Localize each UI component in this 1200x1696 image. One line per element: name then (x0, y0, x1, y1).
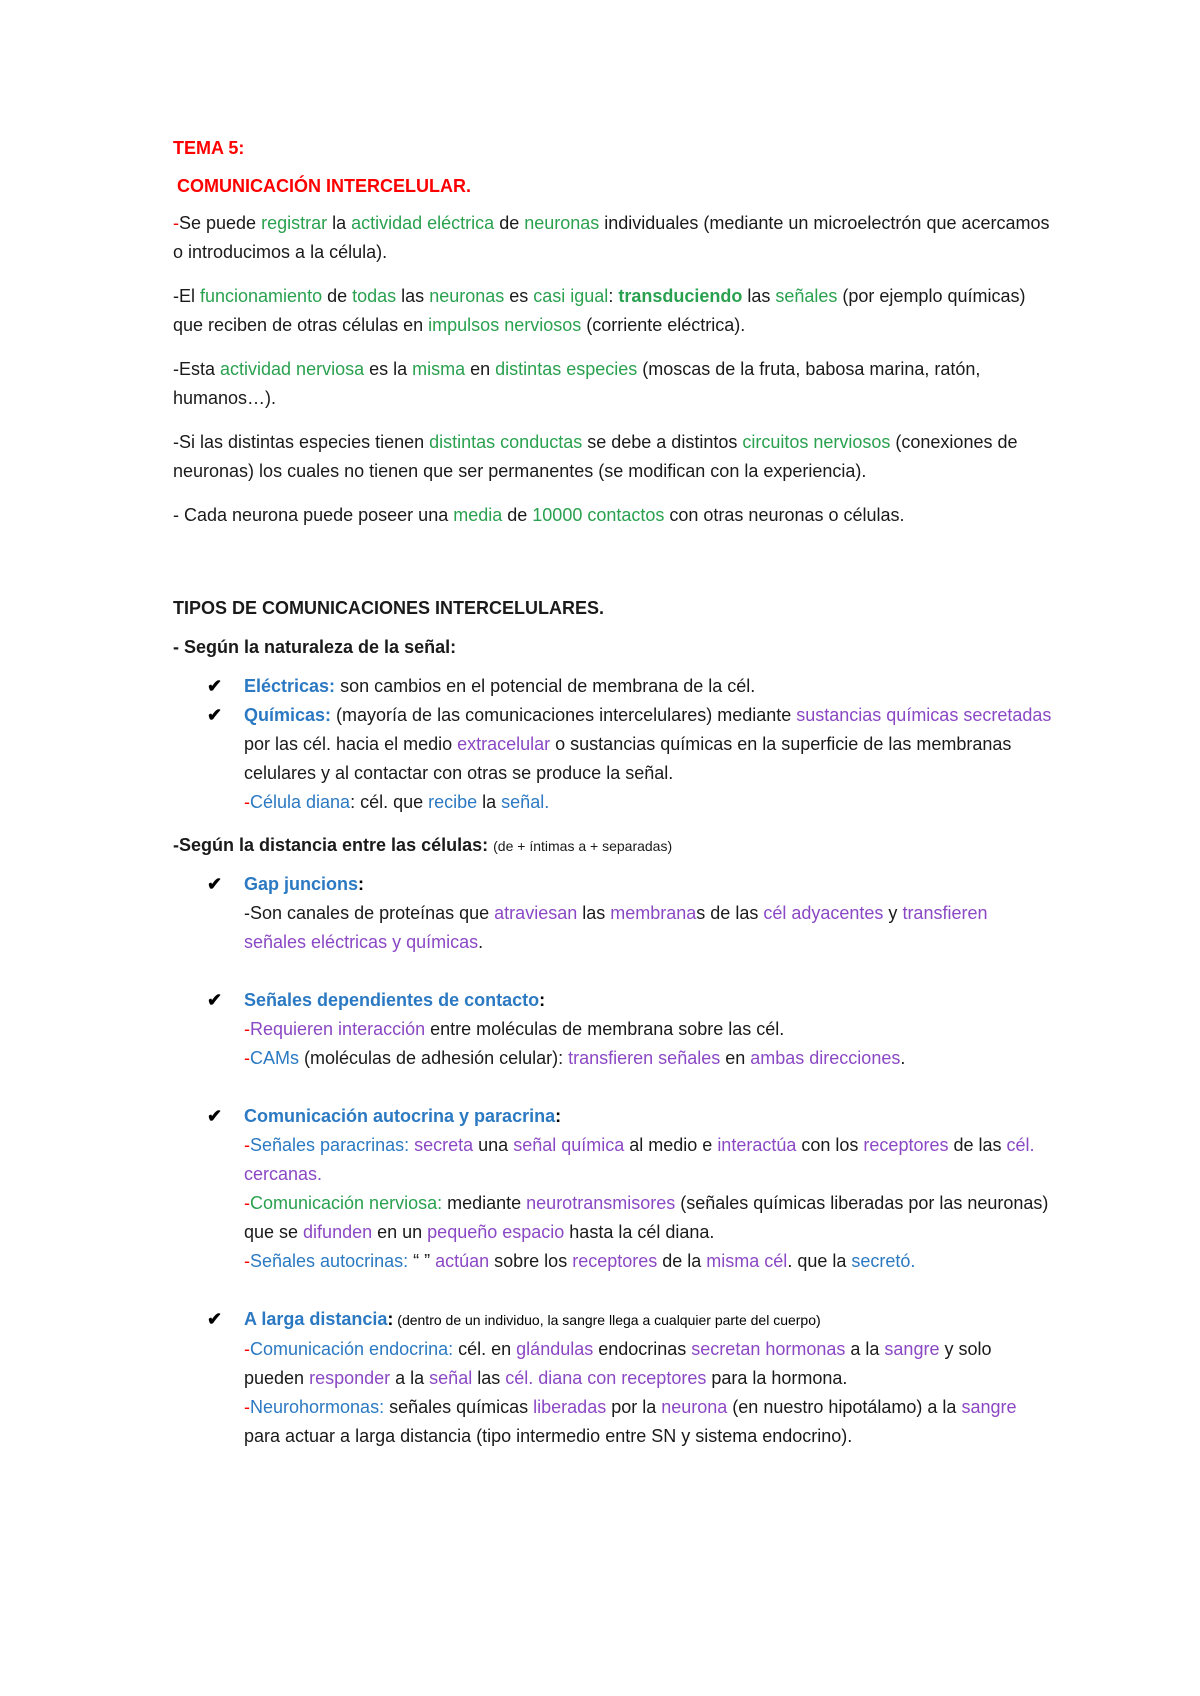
text-run: (por ejemplo químicas) que reciben de otras células en (173, 286, 1026, 335)
text-run: actividad nerviosa (220, 359, 365, 379)
text-run: receptores (572, 1251, 658, 1271)
text-run: neurotransmisores (526, 1193, 676, 1213)
item-line (244, 1044, 1053, 1073)
text-run: Requieren interacción (250, 1019, 426, 1039)
text-run: por la (606, 1397, 662, 1417)
text-run: (en nuestro hipotálamo) a la (727, 1397, 962, 1417)
text-run: distintas conductas (429, 432, 583, 452)
checklist-item (173, 870, 1053, 957)
text-run: secretan hormonas (691, 1339, 846, 1359)
text-run: señal. (501, 792, 550, 812)
criterion-distance (173, 835, 1053, 856)
text-run: Señales autocrinas: (250, 1251, 409, 1271)
text-run: “ ” (408, 1251, 436, 1271)
criterion-distance-label: -Según la distancia entre las células: (173, 835, 489, 855)
item-heading-colon: : (539, 990, 546, 1010)
text-run: interactúa (717, 1135, 797, 1155)
text-run: -Si las distintas especies tienen (173, 432, 430, 452)
text-run: difunden (303, 1222, 373, 1242)
distance-list (173, 870, 1053, 1451)
item-heading: Eléctricas: (244, 676, 336, 696)
item-line (244, 1189, 1053, 1247)
text-run: impulsos nerviosos (428, 315, 582, 335)
text-run: : (608, 286, 619, 306)
text-run: para actuar a larga distancia (tipo intermedio entre SN y sistema endocrino). (244, 1426, 853, 1446)
item-line (244, 1131, 1053, 1189)
item-heading: Señales dependientes de contacto (244, 990, 540, 1010)
text-run: - (244, 1397, 250, 1417)
text-run: Comunicación endocrina: (250, 1339, 454, 1359)
text-run: neuronas (429, 286, 505, 306)
text-run: recibe (428, 792, 478, 812)
text-run: neurona (661, 1397, 728, 1417)
text-run: Señales paracrinas: (250, 1135, 410, 1155)
text-run: : cél. que (350, 792, 429, 812)
item-line (244, 899, 1053, 957)
text-run: cél. en (453, 1339, 517, 1359)
item-line (244, 1015, 1053, 1044)
checklist-item (173, 701, 1053, 817)
text-run: de (322, 286, 353, 306)
text-run: -Esta (173, 359, 221, 379)
text-run: al medio e (624, 1135, 718, 1155)
text-run: (conexiones de neuronas) los cuales no tienen que ser permanentes (se modifican con la experiencia). (173, 432, 1018, 481)
text-run: señal química (513, 1135, 625, 1155)
text-run: (señales químicas liberadas por las neuronas) que se (244, 1193, 1049, 1242)
item-line (244, 1247, 1053, 1276)
text-run: con otras neuronas o células. (664, 505, 905, 525)
text-run: - (244, 1135, 250, 1155)
text-run: en un (372, 1222, 428, 1242)
intro-paragraph (173, 282, 1053, 340)
text-run: misma (412, 359, 466, 379)
item-line (244, 1335, 1053, 1393)
text-run: una (473, 1135, 514, 1155)
text-run: -El (173, 286, 200, 306)
text-run: con los (796, 1135, 864, 1155)
text-run: individuales (mediante un microelectrón que acercamos o introducimos a la célula). (173, 213, 1050, 262)
text-run: actividad eléctrica (351, 213, 495, 233)
text-run: y solo pueden (244, 1339, 992, 1388)
page-title: TEMA 5: (173, 138, 245, 158)
checklist-item (173, 1305, 1053, 1451)
text-run: la (327, 213, 352, 233)
text-run: (corriente eléctrica). (581, 315, 746, 335)
text-run: (moscas de la fruta, babosa marina, ratón, humanos…). (173, 359, 981, 408)
text-run: -Son canales de proteínas que (244, 903, 495, 923)
text-run: a la (845, 1339, 885, 1359)
text-run: misma cél (706, 1251, 788, 1271)
text-run: las (396, 286, 430, 306)
section-title: TIPOS DE COMUNICACIONES INTERCELULARES. (173, 598, 605, 618)
intro-paragraphs (173, 209, 1053, 530)
text-run: cél. diana con receptores (505, 1368, 707, 1388)
intro-paragraph (173, 501, 1053, 530)
text-run: es (504, 286, 534, 306)
text-run: de la (657, 1251, 707, 1271)
text-run: glándulas (516, 1339, 594, 1359)
text-run: (mayoría de las comunicaciones intercelulares) mediante (331, 705, 797, 725)
checkmark-icon: ✔ (207, 874, 223, 894)
intro-paragraph (173, 209, 1053, 267)
text-run: sangre (961, 1397, 1017, 1417)
item-line (244, 1393, 1053, 1451)
item-heading-colon: : (358, 874, 365, 894)
text-run: membrana (610, 903, 697, 923)
intro-paragraph (173, 355, 1053, 413)
text-run: Comunicación nerviosa: (250, 1193, 443, 1213)
text-run: actúan (435, 1251, 490, 1271)
checkmark-icon: ✔ (207, 1309, 223, 1329)
text-run: endocrinas (593, 1339, 692, 1359)
criterion-distance-note: (de + íntimas a + separadas) (493, 838, 673, 854)
text-run: s de las (696, 903, 764, 923)
text-run: cél adyacentes (763, 903, 884, 923)
page-subtitle: COMUNICACIÓN INTERCELULAR. (177, 176, 471, 196)
item-heading-colon: : (387, 1309, 394, 1329)
text-run: atraviesan (494, 903, 578, 923)
text-run: receptores (863, 1135, 949, 1155)
text-run: sobre los (489, 1251, 573, 1271)
checklist-item (173, 672, 1053, 701)
text-run: (moléculas de adhesión celular): (299, 1048, 569, 1068)
text-run: son cambios en el potencial de membrana de la cél. (335, 676, 756, 696)
text-run: - (244, 1048, 250, 1068)
document-page (173, 138, 1053, 1451)
nature-list (173, 672, 1053, 817)
checkmark-icon: ✔ (207, 705, 223, 725)
text-run: . (900, 1048, 906, 1068)
text-run: la (477, 792, 502, 812)
text-run: neuronas (524, 213, 600, 233)
text-run: funcionamiento (200, 286, 323, 306)
text-run: media (453, 505, 503, 525)
text-run: . (478, 932, 484, 952)
text-run: - Cada neurona puede poseer una (173, 505, 454, 525)
spacer (173, 1276, 1053, 1305)
text-run: a la (390, 1368, 430, 1388)
text-run: y (883, 903, 903, 923)
text-run: hasta la cél diana. (564, 1222, 715, 1242)
text-run: señales químicas (384, 1397, 534, 1417)
item-heading: Comunicación autocrina y paracrina (244, 1106, 556, 1126)
text-run: de (502, 505, 533, 525)
text-run: - (244, 1019, 250, 1039)
text-run: señal (429, 1368, 473, 1388)
text-run: las (742, 286, 776, 306)
checkmark-icon: ✔ (207, 990, 223, 1010)
text-run: mediante (442, 1193, 527, 1213)
text-run: las (472, 1368, 506, 1388)
text-run: o sustancias químicas en la superficie de las membranas celulares y al contactar con otras se produce la señal. (244, 734, 1012, 783)
text-run: señales (775, 286, 838, 306)
text-run: responder (309, 1368, 391, 1388)
text-run: secretó. (851, 1251, 916, 1271)
text-run: es la (364, 359, 413, 379)
text-run: transduciendo (618, 286, 743, 306)
text-run: para la hormona. (706, 1368, 848, 1388)
text-run: pequeño espacio (427, 1222, 565, 1242)
text-run: . que la (787, 1251, 852, 1271)
item-heading-colon: : (555, 1106, 562, 1126)
checklist-item (173, 986, 1053, 1073)
text-run: transfieren señales (568, 1048, 721, 1068)
text-run: sustancias químicas secretadas (796, 705, 1052, 725)
text-run: Neurohormonas: (250, 1397, 385, 1417)
text-run: Célula diana (250, 792, 351, 812)
text-run: entre moléculas de membrana sobre las cél. (425, 1019, 785, 1039)
text-run: por las cél. hacia el medio (244, 734, 458, 754)
text-run: - (244, 1251, 250, 1271)
text-run: en (720, 1048, 751, 1068)
text-run: liberadas (533, 1397, 607, 1417)
text-run: secreta (414, 1135, 474, 1155)
checkmark-icon: ✔ (207, 676, 223, 696)
text-run: circuitos nerviosos (742, 432, 891, 452)
text-run: cél. cercanas. (244, 1135, 1035, 1184)
item-heading: Químicas: (244, 705, 332, 725)
item-line (244, 788, 1053, 817)
item-heading: A larga distancia (244, 1309, 388, 1329)
text-run: extracelular (457, 734, 551, 754)
text-run: - (244, 1339, 250, 1359)
text-run: distintas especies (495, 359, 638, 379)
item-note: (dentro de un individuo, la sangre llega a cualquier parte del cuerpo) (393, 1312, 821, 1328)
text-run: en (465, 359, 496, 379)
checklist-item (173, 1102, 1053, 1276)
text-run: todas (352, 286, 397, 306)
checkmark-icon: ✔ (207, 1106, 223, 1126)
text-run: se debe a distintos (582, 432, 743, 452)
text-run: de (494, 213, 525, 233)
text-run: las (577, 903, 611, 923)
text-run: CAMs (250, 1048, 299, 1068)
text-run: - (244, 1193, 250, 1213)
spacer (173, 1073, 1053, 1102)
text-run: Se puede (179, 213, 262, 233)
spacer (173, 957, 1053, 986)
text-run: casi igual (533, 286, 609, 306)
intro-paragraph (173, 428, 1053, 486)
criterion-nature: - Según la naturaleza de la señal: (173, 637, 457, 657)
item-heading: Gap juncions (244, 874, 359, 894)
text-run: registrar (261, 213, 328, 233)
text-run: - (173, 213, 179, 233)
text-run: de las (948, 1135, 1007, 1155)
text-run: ambas direcciones (750, 1048, 901, 1068)
text-run: 10000 contactos (532, 505, 665, 525)
text-run: - (244, 792, 250, 812)
text-run: sangre (884, 1339, 940, 1359)
text-run: transfieren señales eléctricas y químicas (244, 903, 988, 952)
